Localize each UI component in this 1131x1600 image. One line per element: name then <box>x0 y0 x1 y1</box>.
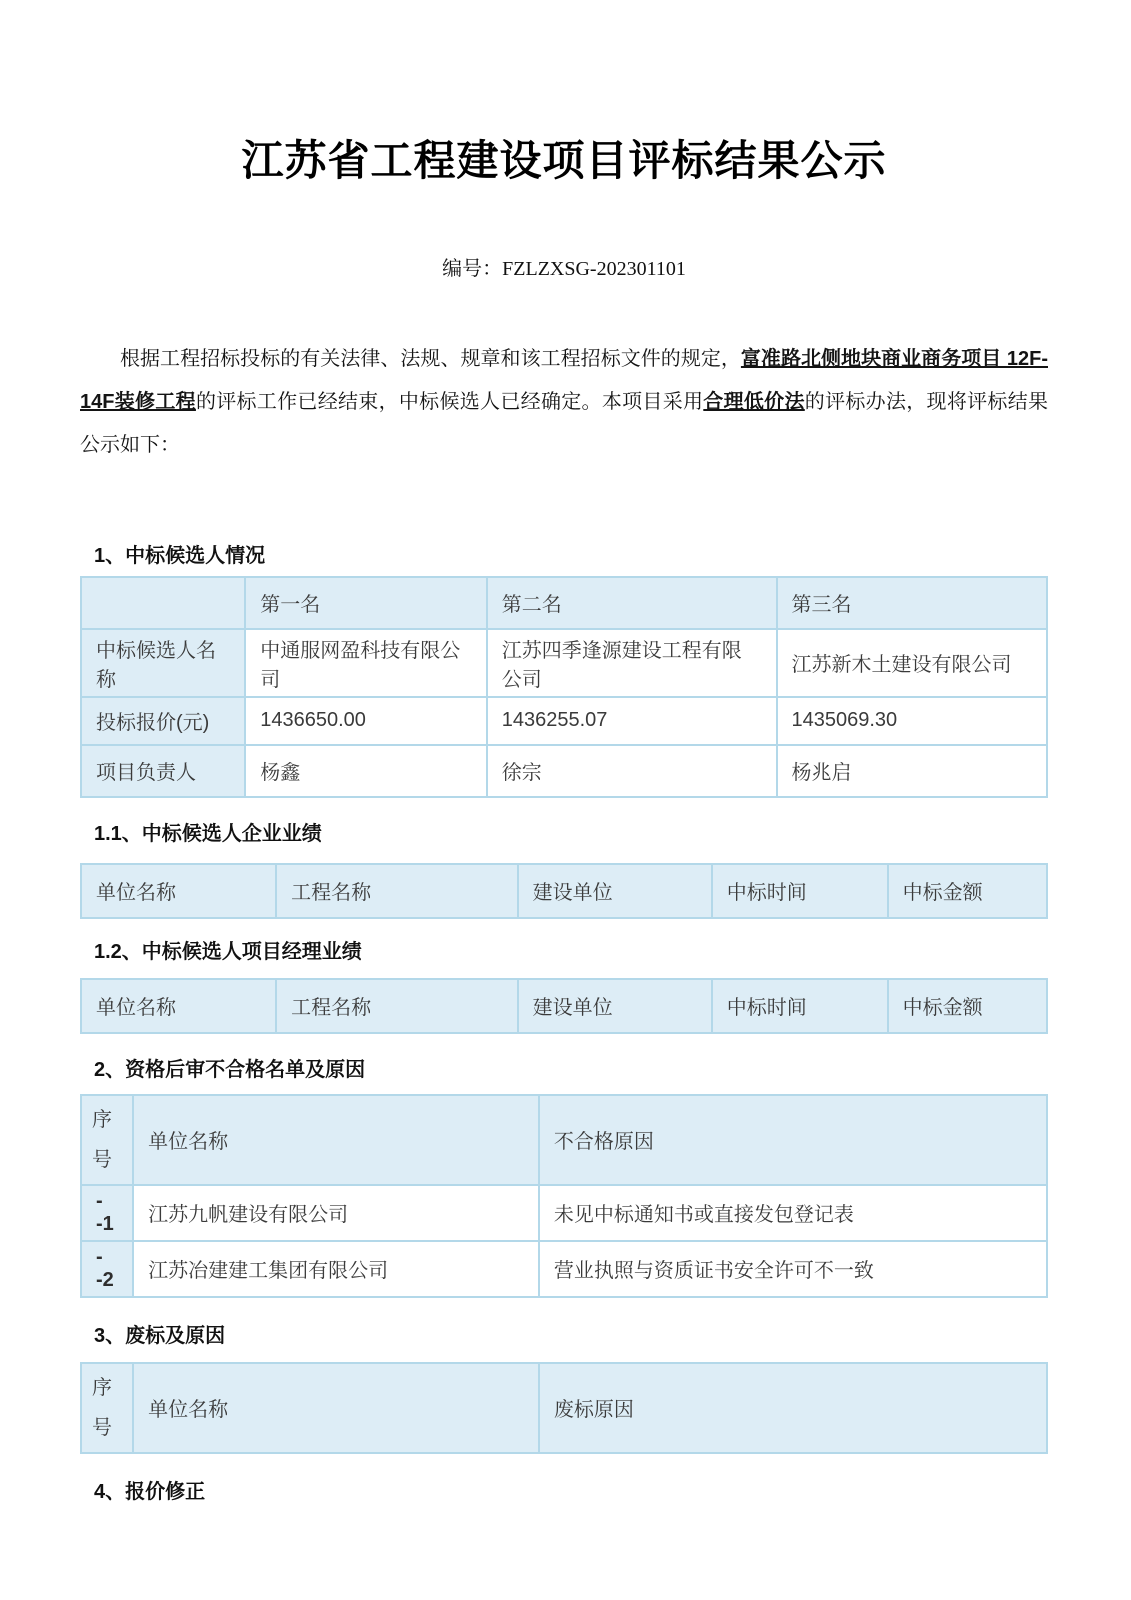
doc-number-value: FZLZXSG-202301101 <box>502 257 686 280</box>
winning-candidates-table <box>80 576 1048 798</box>
project-manager-2: 徐宗 <box>487 745 777 797</box>
section-3-heading: 3、废标及原因 <box>94 1324 226 1347</box>
rank-header-2: 第二名 <box>487 577 777 629</box>
evaluation-method-emphasis: 合理低价法 <box>703 390 805 413</box>
bid-price-2: 1436255.07 <box>487 697 777 745</box>
candidate-name-1: 中通服网盈科技有限公司 <box>245 629 487 697</box>
table-row <box>81 577 1047 629</box>
section-1-2-heading: 1.2、中标候选人项目经理业绩 <box>94 940 362 963</box>
candidate-name-2: 江苏四季逢源建设工程有限公司 <box>487 629 777 697</box>
rank-header-3: 第三名 <box>777 577 1047 629</box>
rejected-bids-table <box>80 1362 1048 1454</box>
serial-number: --1 <box>81 1185 133 1241</box>
row-label-project-manager: 项目负责人 <box>81 745 245 797</box>
doc-number-label: 编号： <box>442 257 503 280</box>
col-header-award-amount: 中标金额 <box>888 864 1047 918</box>
col-header-owner: 建设单位 <box>518 979 712 1033</box>
col-header-award-amount: 中标金额 <box>888 979 1047 1033</box>
table-row <box>81 629 1047 697</box>
disqualified-reason: 营业执照与资质证书安全许可不一致 <box>539 1241 1047 1297</box>
disqualified-company: 江苏冶建建工集团有限公司 <box>133 1241 539 1297</box>
section-1-1-heading: 1.1、中标候选人企业业绩 <box>94 822 322 845</box>
col-header-company: 单位名称 <box>133 1095 539 1185</box>
table-row <box>81 697 1047 745</box>
col-header-serial: 序号 <box>81 1095 133 1185</box>
disqualified-list-table <box>80 1094 1048 1298</box>
project-manager-1: 杨鑫 <box>245 745 487 797</box>
intro-text-1: 根据工程招标投标的有关法律、法规、规章和该工程招标文件的规定， <box>120 347 741 370</box>
section-1-heading: 1、中标候选人情况 <box>94 544 266 567</box>
company-performance-table <box>80 863 1048 919</box>
col-header-project: 工程名称 <box>276 979 518 1033</box>
col-header-award-time: 中标时间 <box>712 979 888 1033</box>
table-row <box>81 864 1047 918</box>
bid-price-3: 1435069.30 <box>777 697 1047 745</box>
project-name-emphasis: 富准路北侧地块商业商务项目 12F-14F装修工程 <box>80 347 1048 413</box>
col-header-serial: 序号 <box>81 1363 133 1453</box>
col-header-company: 单位名称 <box>81 864 276 918</box>
col-header-reject-reason: 废标原因 <box>539 1363 1047 1453</box>
project-manager-3: 杨兆启 <box>777 745 1047 797</box>
intro-text-3: 的评标办法，现将评标结果公示如下： <box>80 390 1049 456</box>
col-header-company: 单位名称 <box>133 1363 539 1453</box>
section-4-heading: 4、报价修正 <box>94 1480 206 1503</box>
section-2-heading: 2、资格后审不合格名单及原因 <box>94 1058 366 1081</box>
disqualified-company: 江苏九帆建设有限公司 <box>133 1185 539 1241</box>
col-header-fail-reason: 不合格原因 <box>539 1095 1047 1185</box>
bid-price-1: 1436650.00 <box>245 697 487 745</box>
col-header-project: 工程名称 <box>276 864 518 918</box>
table-row <box>81 1363 1047 1453</box>
row-label-candidate-name: 中标候选人名称 <box>81 629 245 697</box>
disqualified-reason: 未见中标通知书或直接发包登记表 <box>539 1185 1047 1241</box>
serial-number: --2 <box>81 1241 133 1297</box>
intro-paragraph <box>80 338 1048 467</box>
table-row <box>81 979 1047 1033</box>
corner-cell <box>81 577 245 629</box>
rank-header-1: 第一名 <box>245 577 487 629</box>
doc-number <box>80 252 1048 281</box>
table-row <box>81 1185 1047 1241</box>
col-header-award-time: 中标时间 <box>712 864 888 918</box>
col-header-company: 单位名称 <box>81 979 276 1033</box>
manager-performance-table <box>80 978 1048 1034</box>
document-title: 江苏省工程建设项目评标结果公示 <box>241 139 887 185</box>
table-row <box>81 1241 1047 1297</box>
intro-text-2: 的评标工作已经结束，中标候选人已经确定。本项目采用 <box>195 390 704 413</box>
table-row <box>81 1095 1047 1185</box>
col-header-owner: 建设单位 <box>518 864 712 918</box>
candidate-name-3: 江苏新木土建设有限公司 <box>777 629 1047 697</box>
table-row <box>81 745 1047 797</box>
row-label-bid-price: 投标报价(元) <box>81 697 245 745</box>
